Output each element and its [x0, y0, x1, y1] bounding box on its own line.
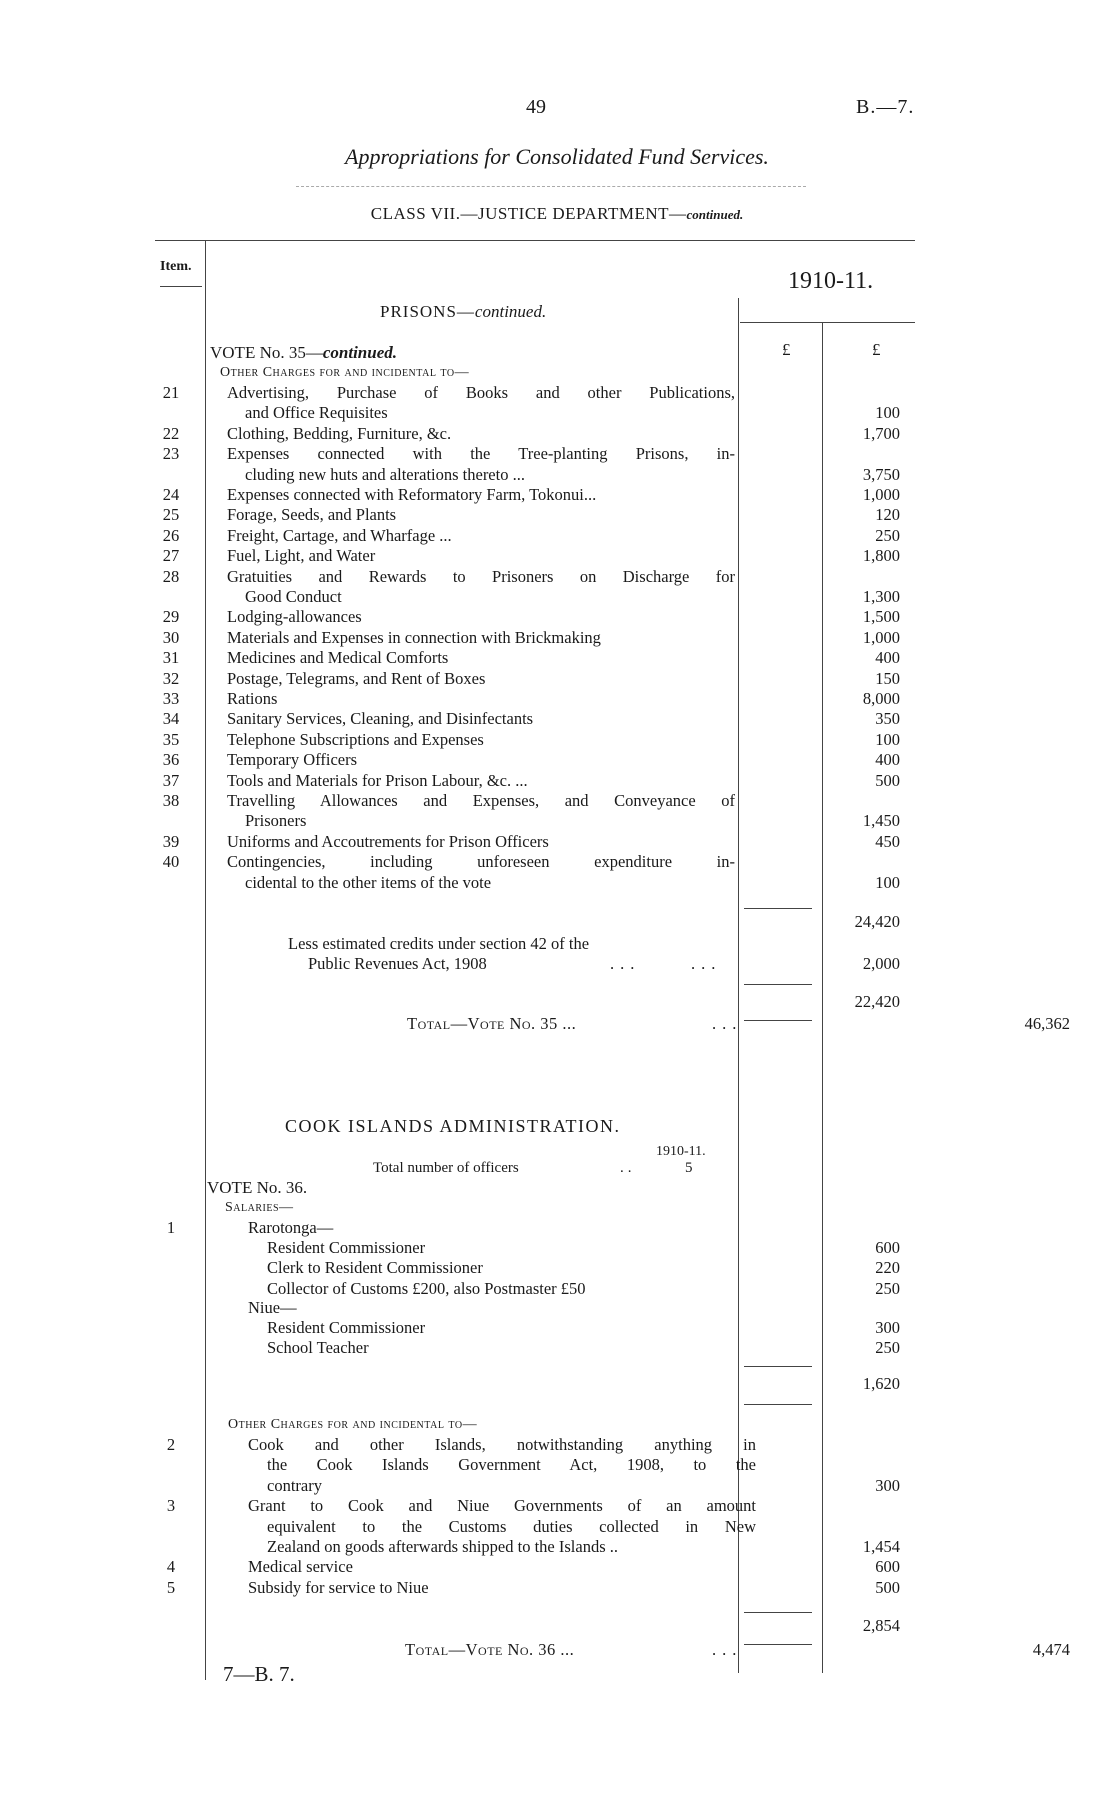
prisons-subtotal: 24,420	[854, 912, 900, 931]
item-description: Sanitary Services, Cleaning, and Disinfectants	[227, 709, 534, 729]
cook-other-total: 2,854	[862, 1616, 900, 1635]
table-row	[150, 852, 920, 872]
cook-other-total-row	[150, 1616, 920, 1636]
item-amount: 8,000	[862, 689, 900, 708]
item-description: equivalent to the Customs duties collected in New	[267, 1516, 756, 1536]
item-description: and Office Requisites	[245, 403, 388, 423]
table-top-rule	[155, 240, 915, 241]
item-description: Postage, Telegrams, and Rent of Boxes	[227, 668, 486, 688]
item-amount: 150	[875, 668, 900, 688]
item-number: 32	[162, 668, 180, 688]
table-row	[150, 526, 920, 546]
year-header-rule	[740, 322, 915, 323]
table-row	[150, 791, 920, 811]
item-amount: 500	[875, 1577, 900, 1597]
item-number: 35	[162, 729, 180, 749]
niue-row: Niue—	[248, 1298, 297, 1317]
item-description: Grant to Cook and Niue Governments of an amount	[248, 1496, 756, 1516]
table-row	[150, 730, 920, 750]
table-row	[150, 485, 920, 505]
vote-36-label: VOTE No. 36.	[207, 1178, 308, 1197]
item-description: Clerk to Resident Commissioner	[267, 1258, 483, 1278]
item-description: Zealand on goods afterwards shipped to the Islands ..	[267, 1537, 618, 1556]
item-amount: 450	[875, 831, 900, 851]
item-amount: 300	[875, 1318, 900, 1337]
table-row	[150, 1557, 920, 1577]
table-row	[150, 1496, 920, 1516]
item-number: 40	[162, 852, 180, 872]
table-row	[150, 1279, 920, 1299]
item-description: Resident Commissioner	[267, 1238, 426, 1257]
item-description: Fuel, Light, and Water	[227, 546, 376, 566]
prisons-total-amount: 46,362	[1024, 1014, 1070, 1033]
prisons-subtotal-row	[150, 912, 920, 932]
officers-count: 5	[685, 1160, 693, 1176]
item-description: Prisoners	[245, 811, 307, 831]
item-number: 1	[166, 1218, 176, 1237]
pound-symbol-col1: £	[782, 340, 791, 359]
item-number: 33	[162, 689, 180, 708]
table-row	[150, 669, 920, 689]
prisons-net: 22,420	[854, 992, 900, 1011]
item-description: Gratuities and Rewards to Prisoners on Discharge for	[227, 566, 735, 586]
item-amount: 1,454	[862, 1537, 900, 1556]
item-description: Medical service	[248, 1557, 353, 1577]
table-row	[150, 873, 920, 893]
table-row	[150, 628, 920, 648]
item-number: 25	[162, 505, 180, 525]
pound-symbol-col2: £	[872, 340, 881, 359]
table-row	[150, 811, 920, 831]
item-description: Materials and Expenses in connection with Brickmaking	[227, 627, 601, 647]
prisons-net-row	[150, 992, 920, 1012]
item-number: 29	[162, 607, 180, 627]
item-number: 21	[162, 383, 180, 402]
table-row	[150, 1238, 920, 1258]
item-number: 27	[162, 546, 180, 566]
prisons-subtotal-rule	[744, 908, 812, 909]
item-amount: 600	[875, 1238, 900, 1257]
item-amount: 1,000	[862, 627, 900, 647]
item-number: 3	[166, 1496, 176, 1516]
item-description: Forage, Seeds, and Plants	[227, 505, 397, 525]
item-amount: 300	[875, 1475, 900, 1495]
table-row	[150, 403, 920, 423]
rarotonga-row: 1 Rarotonga—	[150, 1218, 920, 1238]
table-row	[150, 607, 920, 627]
table-row	[150, 771, 920, 791]
item-number: 30	[162, 627, 180, 647]
cook-other-charges-label: Other Charges for and incidental to—	[228, 1417, 478, 1432]
table-row	[150, 505, 920, 525]
table-row	[150, 383, 920, 403]
cook-other-total-rule	[744, 1612, 812, 1613]
item-amount: 1,000	[862, 485, 900, 504]
year-column-header: 1910-11.	[788, 268, 874, 294]
item-description: Expenses connected with Reformatory Farm, Tokonui...	[227, 485, 597, 504]
salaries-total-under-rule	[744, 1404, 812, 1405]
item-amount: 3,750	[862, 464, 900, 484]
table-row	[150, 1517, 920, 1537]
item-number: 2	[166, 1435, 176, 1454]
item-description: cidental to the other items of the vote	[245, 872, 492, 892]
item-amount: 100	[875, 872, 900, 892]
table-row	[150, 832, 920, 852]
item-amount: 1,700	[862, 423, 900, 443]
item-amount: 400	[875, 750, 900, 770]
prisons-heading: PRISONS—continued.	[380, 302, 547, 321]
less-credits-amount: 2,000	[862, 954, 900, 973]
item-amount: 250	[875, 525, 900, 545]
prisons-net-rule	[744, 984, 812, 985]
item-column-header: Item.	[160, 259, 192, 274]
item-description: Expenses connected with the Tree-planting Prisons, in-	[227, 444, 735, 464]
cook-total-amount: 4,474	[1032, 1640, 1070, 1659]
table-row	[150, 648, 920, 668]
page-title: Appropriations for Consolidated Fund Services.	[345, 144, 769, 169]
item-amount: 120	[875, 505, 900, 525]
prisons-total-label: Total—Vote No. 35 ...	[407, 1014, 577, 1033]
officers-label: Total number of officers	[373, 1160, 519, 1176]
item-description: Telephone Subscriptions and Expenses	[227, 729, 484, 749]
item-description: Lodging-allowances	[227, 607, 362, 627]
item-number: 26	[162, 525, 180, 545]
prisons-total-row: Total—Vote No. 35 ... ... 46,362	[407, 1014, 1070, 1033]
item-amount: 1,500	[862, 607, 900, 627]
table-row	[150, 587, 920, 607]
item-number: 4	[166, 1557, 176, 1577]
item-number: 34	[162, 709, 180, 729]
item-number: 38	[162, 791, 180, 810]
less-credits-row: Less estimated credits under section 42 of the	[288, 934, 590, 953]
table-row	[150, 689, 920, 709]
table-row	[150, 444, 920, 464]
item-number: 37	[162, 770, 180, 790]
item-number: 24	[162, 485, 180, 504]
item-description: Tools and Materials for Prison Labour, &c. ...	[227, 770, 528, 790]
item-description: Advertising, Purchase of Books and other Publications,	[227, 383, 735, 402]
item-number: 28	[162, 566, 180, 586]
table-row	[150, 424, 920, 444]
item-description: cluding new huts and alterations thereto ...	[245, 464, 525, 484]
class-continued: continued.	[686, 207, 744, 222]
item-amount: 100	[875, 729, 900, 749]
item-description: the Cook Islands Government Act, 1908, to the	[267, 1455, 756, 1475]
item-description: Temporary Officers	[227, 750, 358, 770]
item-description: Medicines and Medical Comforts	[227, 648, 449, 668]
item-number: 23	[162, 444, 180, 464]
item-header-rule	[160, 286, 202, 287]
item-amount: 1,450	[862, 811, 900, 831]
table-row	[150, 1318, 920, 1338]
cook-islands-heading: COOK ISLANDS ADMINISTRATION.	[285, 1116, 621, 1136]
item-description: Clothing, Bedding, Furniture, &c.	[227, 423, 452, 443]
table-row	[150, 1455, 920, 1475]
table-row	[150, 1476, 920, 1496]
item-number: 5	[166, 1577, 176, 1597]
page-number: 49	[526, 96, 546, 118]
officers-year: 1910-11.	[656, 1144, 706, 1159]
item-amount: 220	[875, 1258, 900, 1278]
vote-35-label: VOTE No. 35—continued.	[210, 343, 398, 362]
item-amount: 1,300	[862, 587, 900, 606]
item-description: Collector of Customs £200, also Postmaster £50	[267, 1278, 586, 1298]
item-number: 31	[162, 648, 180, 668]
table-row	[150, 1578, 920, 1598]
cook-total-row: Total—Vote No. 36 ... ... 4,474	[405, 1640, 1070, 1659]
table-row	[150, 750, 920, 770]
item-description: Good Conduct	[245, 587, 342, 606]
table-row	[150, 709, 920, 729]
item-amount: 100	[875, 403, 900, 423]
table-row	[150, 546, 920, 566]
item-number: 22	[162, 423, 180, 443]
salaries-total-row	[150, 1374, 920, 1394]
title-rule	[296, 186, 806, 187]
item-description: Rations	[227, 689, 278, 708]
officers-dots: ..	[620, 1160, 636, 1176]
table-row	[150, 567, 920, 587]
cook-total-label: Total—Vote No. 36 ...	[405, 1640, 575, 1659]
less-credits-row-2: Public Revenues Act, 1908 ... ... 2,000	[308, 954, 900, 973]
item-description: Freight, Cartage, and Wharfage ...	[227, 525, 452, 545]
item-description: Cook and other Islands, notwithstanding anything in	[248, 1435, 756, 1454]
item-description: Uniforms and Accoutrements for Prison Officers	[227, 831, 549, 851]
item-amount: 250	[875, 1278, 900, 1298]
salaries-total: 1,620	[862, 1374, 900, 1393]
table-row	[150, 1537, 920, 1557]
table-row	[150, 1258, 920, 1278]
document-code: B.—7.	[856, 96, 915, 118]
item-number: 36	[162, 750, 180, 770]
item-description: Resident Commissioner	[267, 1318, 426, 1337]
table-row	[150, 1338, 920, 1358]
prisons-other-charges-label: Other Charges for and incidental to—	[220, 365, 470, 380]
item-amount: 500	[875, 770, 900, 790]
item-description: Subsidy for service to Niue	[248, 1577, 429, 1597]
class-title: CLASS VII.—JUSTICE DEPARTMENT—continued.	[370, 204, 744, 223]
salaries-label: Salaries—	[225, 1200, 294, 1215]
item-description: contrary	[267, 1475, 322, 1495]
item-description: Travelling Allowances and Expenses, and Conveyance of	[227, 791, 735, 810]
footer-code: 7—B. 7.	[223, 1662, 295, 1686]
item-amount: 250	[875, 1338, 900, 1358]
item-amount: 1,800	[862, 546, 900, 566]
item-number: 39	[162, 831, 180, 851]
item-amount: 600	[875, 1557, 900, 1577]
item-amount: 400	[875, 648, 900, 668]
item-amount: 350	[875, 709, 900, 729]
table-row	[150, 465, 920, 485]
table-row	[150, 1435, 920, 1455]
item-description: Contingencies, including unforeseen expenditure in-	[227, 852, 735, 872]
item-description: School Teacher	[267, 1338, 369, 1358]
salaries-total-rule	[744, 1366, 812, 1367]
